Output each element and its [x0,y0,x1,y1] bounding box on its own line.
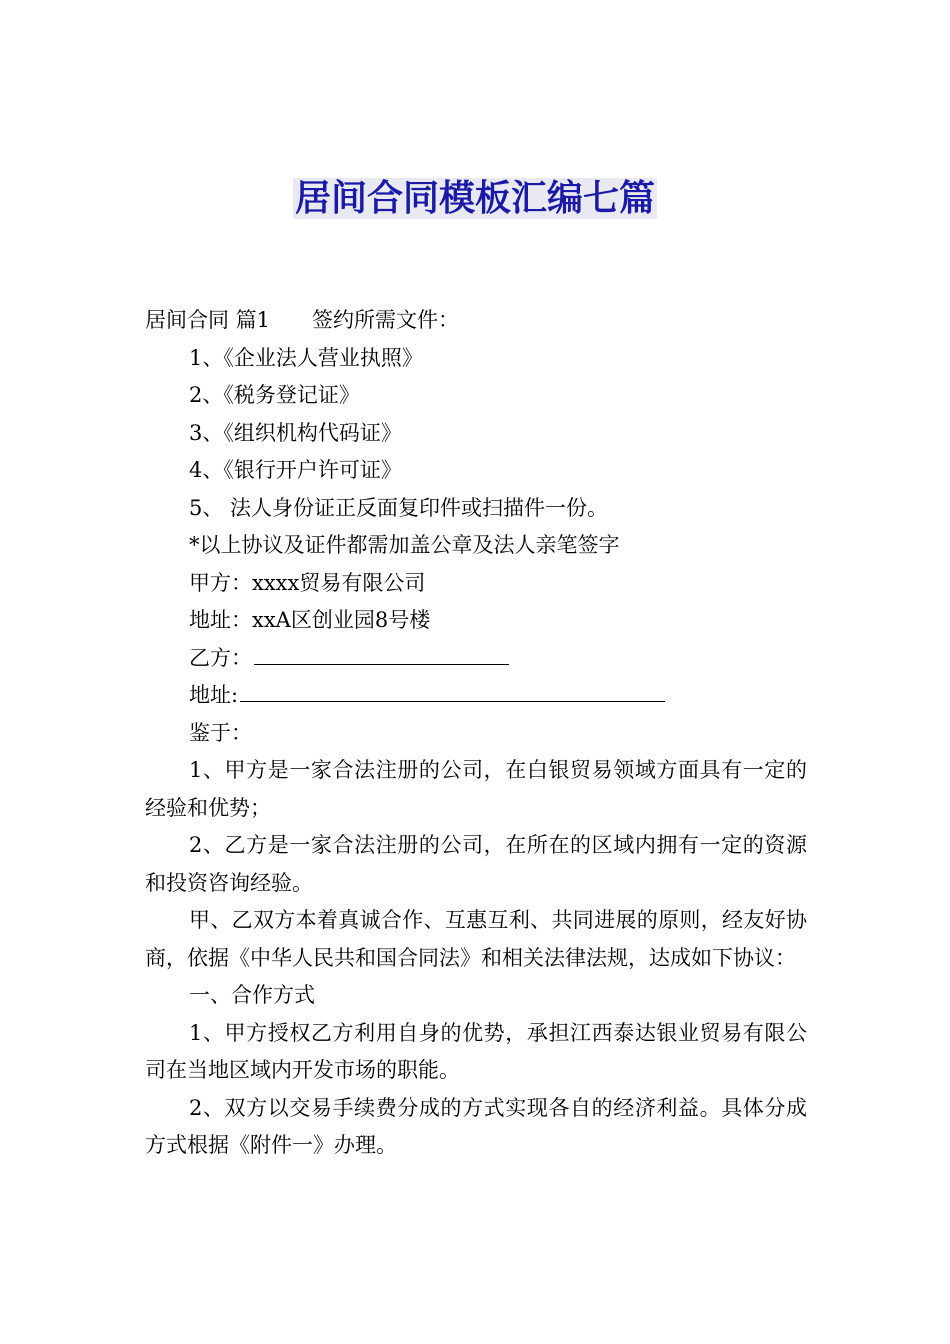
section-item: 1、甲方授权乙方利用自身的优势，承担江西泰达银业贸易有限公司在当地区域内开发市场的职能。 [145,1020,807,1082]
file-item: 3、《组织机构代码证》 [189,420,402,445]
clause: 1、甲方是一家合法注册的公司，在白银贸易领域方面具有一定的经验和优势； [145,758,807,820]
seal-note: *以上协议及证件都需加盖公章及法人亲笔签字 [189,533,620,557]
file-item: 5、 法人身份证正反面复印件或扫描件一份。 [189,495,609,520]
document-title [0,175,950,223]
party-b-blank [254,642,509,665]
section-item: 2、双方以交易手续费分成的方式实现各自的经济利益。具体分成方式根据《附件一》办理。 [145,1095,807,1157]
party-b-label: 乙方： [189,645,252,670]
document-title-text: 居间合同模板汇编七篇 [294,178,655,219]
address-a: 地址：xxA区创业园8号楼 [189,608,431,632]
document-body [145,302,807,1165]
clause: 甲、乙双方本着真诚合作、互惠互利、共同进展的原则，经友好协商，依据《中华人民共和国合同法》和相关法律法规，达成如下协议： [145,908,807,970]
address-b-blank [240,679,665,702]
address-b [145,677,807,715]
file-item: 4、《银行开户许可证》 [189,458,402,482]
contract-label: 居间合同 篇1 [145,308,271,332]
address-b-label: 地址: [189,683,239,707]
whereas: 鉴于： [189,720,252,745]
file-item: 1、《企业法人营业执照》 [189,345,423,370]
file-item: 2、《税务登记证》 [189,383,360,407]
section-title: 一、合作方式 [189,983,315,1007]
heading-line [145,302,807,340]
clause: 2、乙方是一家合法注册的公司，在所在的区域内拥有一定的资源和投资咨询经验。 [145,833,807,895]
party-b [145,640,807,678]
required-files-heading: 签约所需文件： [312,308,460,332]
party-a: 甲方：xxxx贸易有限公司 [189,570,426,595]
